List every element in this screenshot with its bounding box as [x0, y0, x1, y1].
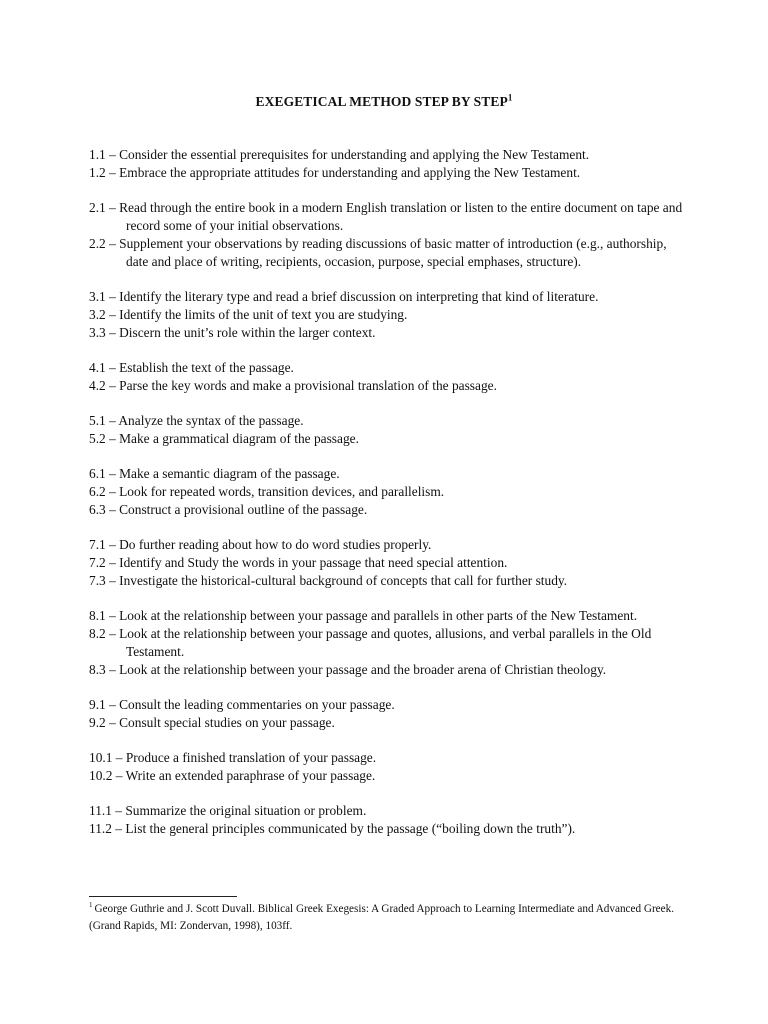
- step-item: 7.3 – Investigate the historical-cultural background of concepts that call for further study.: [89, 573, 568, 588]
- step-group-9: [89, 696, 689, 732]
- step-item: 6.1 – Make a semantic diagram of the passage.: [89, 466, 340, 481]
- step-group-3: [89, 288, 689, 342]
- step-group-6: [89, 465, 689, 519]
- step-item: 3.3 – Discern the unit’s role within the larger context.: [89, 325, 376, 340]
- step-group-8: [89, 607, 689, 679]
- step-item: 11.2 – List the general principles communicated by the passage (“boiling down the truth”).: [89, 821, 576, 836]
- step-item: 7.2 – Identify and Study the words in your passage that need special attention.: [89, 555, 508, 570]
- step-group-7: [89, 536, 689, 590]
- step-item: 3.2 – Identify the limits of the unit of text you are studying.: [89, 307, 408, 322]
- step-group-1: [89, 146, 689, 182]
- step-group-10: [89, 749, 689, 785]
- step-item: 1.1 – Consider the essential prerequisites for understanding and applying the New Testament.: [89, 147, 590, 162]
- footnote: [89, 901, 689, 935]
- step-item: 8.3 – Look at the relationship between your passage and the broader arena of Christian theology.: [89, 662, 607, 677]
- step-item: 4.1 – Establish the text of the passage.: [89, 360, 294, 375]
- step-item: 6.2 – Look for repeated words, transition devices, and parallelism.: [89, 484, 445, 499]
- step-item: 3.1 – Identify the literary type and read a brief discussion on interpreting that kind of literature.: [89, 289, 599, 304]
- step-item: 1.2 – Embrace the appropriate attitudes for understanding and applying the New Testament.: [89, 165, 581, 180]
- step-group-5: [89, 412, 689, 448]
- step-item: 8.2 – Look at the relationship between your passage and quotes, allusions, and verbal parallels in the Old Testament.: [89, 626, 652, 659]
- step-item: 10.2 – Write an extended paraphrase of your passage.: [89, 768, 376, 783]
- footnote-divider: [89, 896, 237, 897]
- step-item: 2.1 – Read through the entire book in a modern English translation or listen to the entire document on tape and record some of your initial observations.: [89, 200, 683, 233]
- step-item: 5.2 – Make a grammatical diagram of the passage.: [89, 431, 359, 446]
- step-item: 11.1 – Summarize the original situation or problem.: [89, 803, 367, 818]
- step-item: 8.1 – Look at the relationship between your passage and parallels in other parts of the New Testament.: [89, 608, 638, 623]
- step-item: 9.1 – Consult the leading commentaries on your passage.: [89, 697, 395, 712]
- footnote-marker: 1: [89, 901, 93, 910]
- step-item: 5.1 – Analyze the syntax of the passage.: [89, 413, 304, 428]
- footnote-text: George Guthrie and J. Scott Duvall. Biblical Greek Exegesis: A Graded Approach to Learning Intermediate and Advanced Greek. (Grand Rapids, MI: Zondervan, 1998), 103ff.: [89, 903, 674, 932]
- title-footnote-ref: 1: [507, 92, 513, 103]
- step-item: 9.2 – Consult special studies on your passage.: [89, 715, 335, 730]
- step-item: 10.1 – Produce a finished translation of your passage.: [89, 750, 377, 765]
- step-item: 6.3 – Construct a provisional outline of the passage.: [89, 502, 368, 517]
- step-item: 7.1 – Do further reading about how to do word studies properly.: [89, 537, 432, 552]
- step-group-11: [89, 802, 689, 838]
- page-title-text: EXEGETICAL METHOD STEP BY STEP: [255, 94, 508, 109]
- step-list: [89, 146, 689, 855]
- step-item: 4.2 – Parse the key words and make a provisional translation of the passage.: [89, 378, 497, 393]
- page-title: [0, 94, 768, 110]
- step-group-4: [89, 359, 689, 395]
- step-group-2: [89, 199, 689, 271]
- step-item: 2.2 – Supplement your observations by reading discussions of basic matter of introduction (e.g., authorship, date and place of writing, recipients, occasion, purpose, special emphases, structure).: [89, 236, 667, 269]
